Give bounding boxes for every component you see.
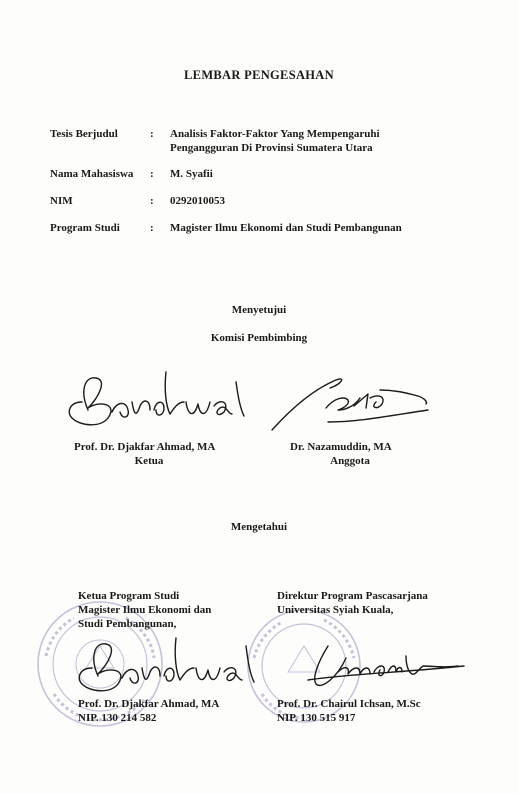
supervisor-chair-name: Prof. Dr. Djakfar Ahmad, MA xyxy=(74,441,216,453)
program-head-signature xyxy=(70,630,255,706)
committee-heading: Komisi Pembimbing xyxy=(210,332,308,344)
director-nip: NIP. 130 515 917 xyxy=(277,712,356,724)
director-signature xyxy=(298,636,466,700)
program-head-title xyxy=(78,589,248,631)
page-title: LEMBAR PENGESAHAN xyxy=(184,68,334,82)
supervisor-member-role: Anggota xyxy=(330,455,370,467)
field-label: Tesis Berjudul xyxy=(50,128,118,140)
program-head-title-line: Studi Pembangunan, xyxy=(78,618,177,630)
director-name: Prof. Dr. Chairul Ichsan, M.Sc xyxy=(277,698,421,710)
director-title-line: Direktur Program Pascasarjana xyxy=(277,590,428,602)
supervisor-member-name: Dr. Nazamuddin, MA xyxy=(290,441,392,453)
field-value-line: 0292010053 xyxy=(170,195,225,207)
supervisor-chair-role: Ketua xyxy=(134,455,164,467)
field-value-line: M. Syafii xyxy=(170,168,213,180)
field-value-line: Magister Ilmu Ekonomi dan Studi Pembangunan xyxy=(170,222,402,234)
program-head-name: Prof. Dr. Djakfar Ahmad, MA xyxy=(78,698,220,710)
field-label: Program Studi xyxy=(50,222,120,234)
field-value-line: Pengangguran Di Provinsi Sumatera Utara xyxy=(170,142,373,154)
field-colon: : xyxy=(150,195,154,207)
field-colon: : xyxy=(150,168,154,180)
field-label: NIM xyxy=(50,195,73,207)
director-title xyxy=(277,589,477,617)
approval-heading: Menyetujui xyxy=(231,304,287,316)
field-colon: : xyxy=(150,222,154,234)
program-head-nip: NIP. 130 214 582 xyxy=(78,712,157,724)
acknowledge-heading: Mengetahui xyxy=(230,521,288,533)
program-head-title-line: Ketua Program Studi xyxy=(78,590,180,602)
program-head-title-line: Magister Ilmu Ekonomi dan xyxy=(78,604,212,616)
field-colon: : xyxy=(150,128,154,140)
director-title-line: Universitas Syiah Kuala, xyxy=(277,604,394,616)
supervisor-member-signature xyxy=(268,368,433,438)
supervisor-chair-signature xyxy=(60,362,245,440)
field-label: Nama Mahasiswa xyxy=(50,168,134,180)
field-value-line: Analisis Faktor-Faktor Yang Mempengaruhi xyxy=(170,128,380,140)
